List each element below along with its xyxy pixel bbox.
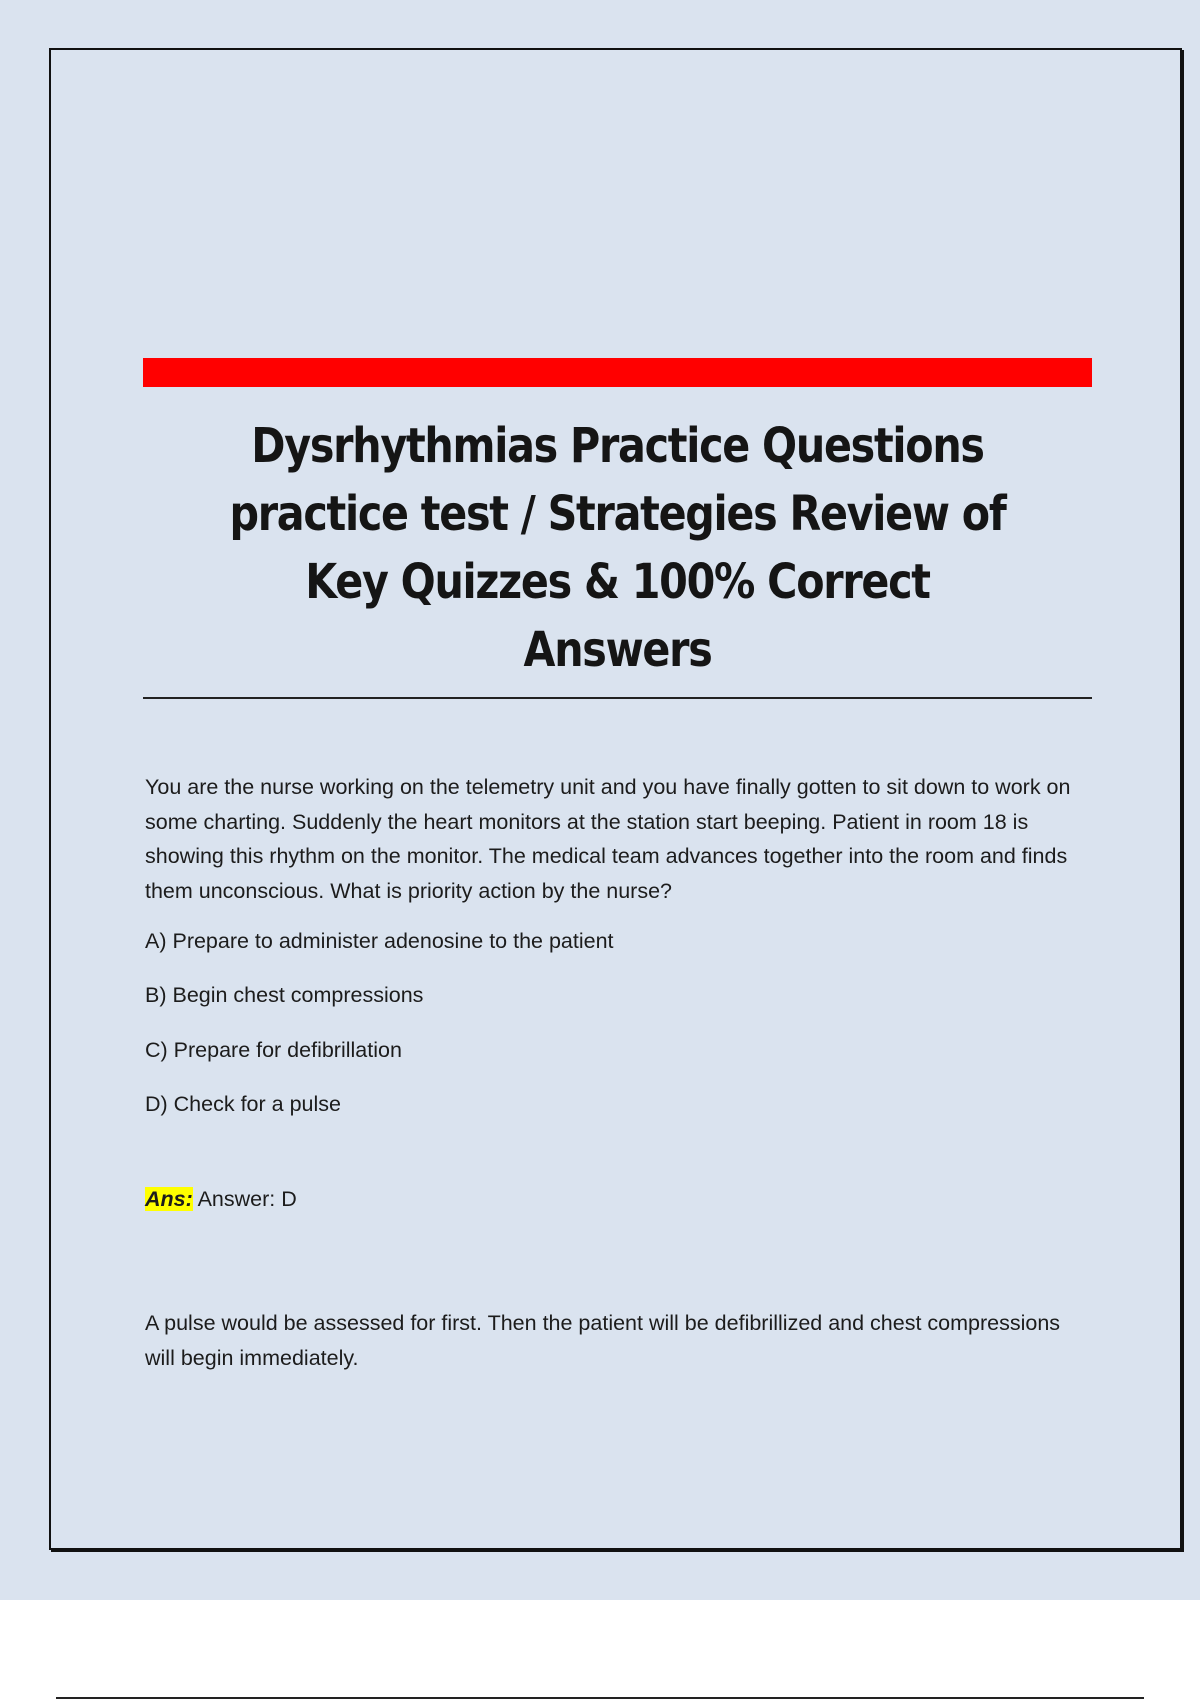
- option-c: C) Prepare for defibrillation: [145, 1038, 402, 1062]
- title-divider: [143, 697, 1092, 699]
- footer-divider: [56, 1697, 1144, 1699]
- option-a: A) Prepare to administer adenosine to the patient: [145, 929, 614, 953]
- option-d: D) Check for a pulse: [145, 1092, 341, 1116]
- question-block: [145, 770, 1080, 1370]
- answer-line: [145, 1184, 297, 1214]
- title-accent-bar: [143, 358, 1092, 387]
- option-b: B) Begin chest compressions: [145, 983, 424, 1007]
- question-text: You are the nurse working on the telemetry unit and you have finally gotten to sit down to work on some charting. Suddenly the heart monitors at the station start beeping. Patient in room 18 is showing this rhythm on the monitor. The medical team advances together into the room and finds them unconscious. What is priority action by the nurse?: [145, 775, 1071, 903]
- answer-explanation: A pulse would be assessed for first. Then the patient will be defibrillized and chest compressions will begin immediately.: [145, 1311, 1061, 1370]
- answer-text: Answer: D: [197, 1187, 297, 1211]
- document-title: Dysrhythmias Practice Questions practice test / Strategies Review of Key Quizzes & 100% Correct Answers: [229, 418, 1006, 678]
- answer-label: Ans:: [145, 1187, 193, 1211]
